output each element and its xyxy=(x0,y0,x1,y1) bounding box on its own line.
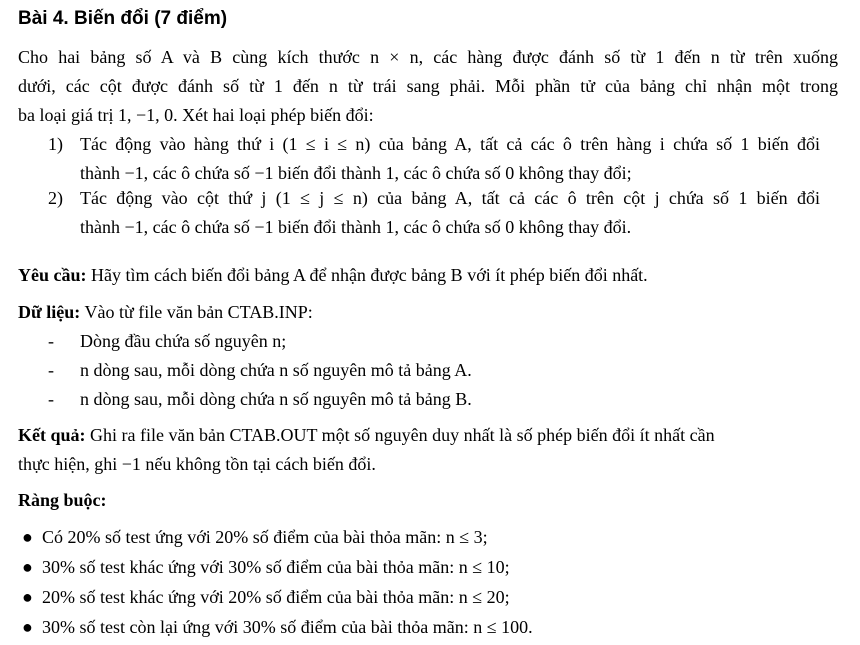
output-line-1 xyxy=(18,421,818,450)
constraint-1-bullet: ● xyxy=(22,527,33,547)
output-line-2: thực hiện, ghi −1 nếu không tồn tại cách biến đổi. xyxy=(18,454,376,474)
op-1-number: 1) xyxy=(48,134,63,154)
op-2-line-1: Tác động vào cột thứ j (1 ≤ j ≤ n) của bảng A, tất cả các ô trên cột j chứa số 1 biến đổi xyxy=(80,188,820,208)
input-item-3: n dòng sau, mỗi dòng chứa n số nguyên mô tả bảng B. xyxy=(80,389,472,409)
output-text-1: Ghi ra file văn bản CTAB.OUT một số nguyên duy nhất là số phép biến đổi ít nhất cần xyxy=(85,425,715,445)
op-2-line-2: thành −1, các ô chứa số −1 biến đổi thành 1, các ô chứa số 0 không thay đổi. xyxy=(80,217,632,237)
input-label: Dữ liệu: xyxy=(18,302,81,322)
intro-line-1: Cho hai bảng số A và B cùng kích thước n × n, các hàng được đánh số từ 1 đến n từ trên xuống xyxy=(18,47,838,67)
constraint-4-bullet: ● xyxy=(22,617,33,637)
constraint-3-bullet: ● xyxy=(22,587,33,607)
constraint-1: Có 20% số test ứng với 20% số điểm của bài thỏa mãn: n ≤ 3; xyxy=(42,527,488,547)
constraints-label: Ràng buộc: xyxy=(18,490,107,510)
constraint-4: 30% số test còn lại ứng với 30% số điểm của bài thỏa mãn: n ≤ 100. xyxy=(42,617,533,637)
output-label: Kết quả: xyxy=(18,425,86,445)
constraint-2-bullet: ● xyxy=(22,557,33,577)
intro-line-2: dưới, các cột được đánh số từ 1 đến n từ trái sang phải. Mỗi phần tử của bảng chỉ nhận một trong xyxy=(18,76,838,96)
op-1-line-1: Tác động vào hàng thứ i (1 ≤ i ≤ n) của bảng A, tất cả các ô trên hàng i chứa số 1 biến đổi xyxy=(80,134,820,154)
input-item-1-dash: - xyxy=(48,331,54,351)
problem-title: Bài 4. Biến đổi (7 điểm) xyxy=(18,8,228,29)
constraint-3: 20% số test khác ứng với 20% số điểm của bài thỏa mãn: n ≤ 20; xyxy=(42,587,510,607)
op-1-line-2: thành −1, các ô chứa số −1 biến đổi thành 1, các ô chứa số 0 không thay đổi; xyxy=(80,163,632,183)
input-text: Vào từ file văn bản CTAB.INP: xyxy=(80,302,313,322)
input-item-1: Dòng đầu chứa số nguyên n; xyxy=(80,331,287,351)
intro-line-3: ba loại giá trị 1, −1, 0. Xét hai loại phép biến đổi: xyxy=(18,105,374,125)
requirement xyxy=(18,261,648,290)
op-2-number: 2) xyxy=(48,188,63,208)
input-item-2: n dòng sau, mỗi dòng chứa n số nguyên mô tả bảng A. xyxy=(80,360,472,380)
input-section xyxy=(18,298,313,327)
constraint-2: 30% số test khác ứng với 30% số điểm của bài thỏa mãn: n ≤ 10; xyxy=(42,557,510,577)
requirement-text: Hãy tìm cách biến đổi bảng A để nhận được bảng B với ít phép biến đổi nhất. xyxy=(86,265,648,285)
requirement-label: Yêu cầu: xyxy=(18,265,87,285)
input-item-2-dash: - xyxy=(48,360,54,380)
input-item-3-dash: - xyxy=(48,389,54,409)
